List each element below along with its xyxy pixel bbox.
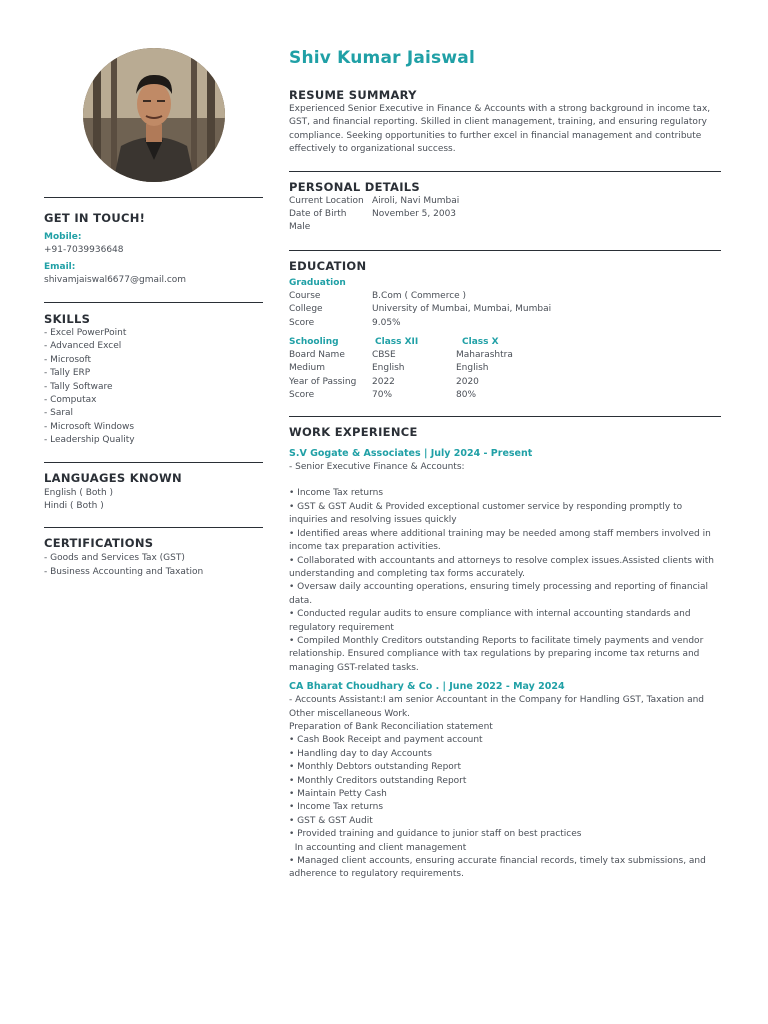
divider [289, 171, 721, 172]
language-item: English ( Both ) [44, 487, 114, 498]
schooling-table [289, 349, 721, 403]
graduation-row: Course B.Com ( Commerce ) [289, 290, 467, 301]
graduation-row: Score 9.05% [289, 317, 401, 328]
work-title: WORK EXPERIENCE [289, 424, 418, 439]
skill-item: - Saral [44, 408, 74, 419]
job-details [289, 694, 721, 882]
skills-title: SKILLS [44, 312, 91, 326]
personal-row: Date of Birth November 5, 2003 [289, 209, 457, 220]
language-item: Hindi ( Both ) [44, 501, 104, 512]
job-line: • GST & GST Audit & Provided exceptional customer service by responding promptly to inquiries and resolving issues quickly [289, 501, 683, 526]
job-heading: CA Bharat Choudhary & Co . | June 2022 - May 2024 [289, 681, 565, 693]
divider [44, 302, 263, 303]
certification-item: - Goods and Services Tax (GST) [44, 553, 185, 564]
job-line: • Handling day to day Accounts [289, 748, 432, 759]
summary-title: RESUME SUMMARY [289, 88, 417, 102]
graduation-label: Graduation [289, 277, 346, 288]
skills-list [44, 327, 263, 448]
job-line: • Collaborated with accountants and attorneys to resolve complex issues.Assisted clients with understanding and completing tax forms accurately. [289, 555, 714, 579]
education-title: EDUCATION [289, 258, 367, 273]
schooling-header [289, 336, 721, 349]
class12-label: Class XII [375, 337, 419, 348]
skill-item: - Computax [44, 395, 97, 406]
schooling-row: Medium English English [289, 363, 489, 374]
job-line: • Income Tax returns [289, 488, 384, 499]
job-line: - Accounts Assistant:I am senior Accountant in the Company for Handling GST, Taxation and Other miscellaneous Work. [289, 695, 705, 719]
skill-item: - Microsoft [44, 354, 92, 365]
schooling-row: Year of Passing 2022 2020 [289, 376, 479, 387]
job-line: • Managed client accounts, ensuring accurate financial records, timely tax submissions, and adherence to regulatory requirements. [289, 856, 706, 880]
job-line: - Senior Executive Finance & Accounts: [289, 461, 465, 472]
skill-item: - Microsoft Windows [44, 421, 135, 432]
skill-item: - Tally ERP [44, 368, 91, 379]
job-line: • Oversaw daily accounting operations, ensuring timely processing and reporting of financial data. [289, 582, 709, 606]
schooling-label: Schooling [289, 337, 339, 348]
job-line: • Provided training and guidance to junior staff on best practices [289, 829, 582, 840]
skill-item: - Tally Software [44, 381, 113, 392]
personal-row: Current Location Airoli, Navi Mumbai [289, 195, 460, 206]
languages-list [44, 487, 263, 514]
personal-row: Male [289, 222, 311, 233]
email-value: shivamjaiswal6677@gmail.com [44, 275, 187, 285]
certifications-list [44, 552, 263, 579]
divider [289, 416, 721, 417]
certifications-title: CERTIFICATIONS [44, 536, 154, 551]
divider [289, 250, 721, 251]
skill-item: - Excel PowerPoint [44, 328, 127, 338]
job-line-blank [289, 474, 721, 487]
job-line: • GST & GST Audit [289, 815, 373, 826]
job-line: In accounting and client management [289, 842, 467, 853]
skill-item: - Leadership Quality [44, 435, 135, 446]
mobile-value: +91-7039936648 [44, 245, 124, 255]
summary-text: Experienced Senior Executive in Finance & Accounts with a strong background in income tax, GST, and financial reporting. Skilled in client management, training, and ensuring regulatory compliance. Seeking opportunities to further excel in financial management and contribute effectively to organizational success. [289, 104, 711, 155]
job-line: • Maintain Petty Cash [289, 789, 387, 800]
graduation-table [289, 290, 721, 330]
personal-table [289, 195, 721, 235]
job-line: • Income Tax returns [289, 802, 384, 813]
job-line: • Monthly Debtors outstanding Report [289, 762, 462, 773]
graduation-row: College University of Mumbai, Mumbai, Mumbai [289, 304, 552, 315]
personal-title: PERSONAL DETAILS [289, 179, 420, 194]
divider [44, 527, 263, 528]
divider [44, 462, 263, 463]
right-column [289, 48, 721, 882]
job-line: • Conducted regular audits to ensure compliance with internal accounting standards and regulatory requirement [289, 609, 691, 633]
class10-label: Class X [462, 337, 499, 348]
left-column [44, 48, 263, 579]
profile-photo [83, 48, 225, 182]
job-line: • Compiled Monthly Creditors outstanding Reports to facilitate timely payments and vendor relationship. Ensured compliance with tax regulations by preparing income tax returns and managing GST-related tasks. [289, 635, 704, 673]
divider [44, 197, 263, 198]
job-line: Preparation of Bank Reconciliation statement [289, 721, 493, 732]
languages-title: LANGUAGES KNOWN [44, 470, 182, 485]
skill-item: - Advanced Excel [44, 341, 122, 352]
job-details [289, 461, 721, 675]
job-line: • Identified areas where additional training may be needed among staff members involved in income tax preparation activities. [289, 528, 711, 553]
email-label: Email: [44, 262, 76, 272]
schooling-row: Board Name CBSE Maharashtra [289, 350, 513, 361]
contact-title: GET IN TOUCH! [44, 211, 146, 225]
mobile-label: Mobile: [44, 232, 82, 242]
candidate-name: Shiv Kumar Jaiswal [289, 48, 475, 68]
job-heading: S.V Gogate & Associates | July 2024 - Present [289, 447, 533, 459]
job-line: • Cash Book Receipt and payment account [289, 735, 483, 746]
job-line: • Monthly Creditors outstanding Report [289, 775, 467, 786]
schooling-row: Score 70% 80% [289, 390, 477, 401]
certification-item: - Business Accounting and Taxation [44, 566, 204, 577]
